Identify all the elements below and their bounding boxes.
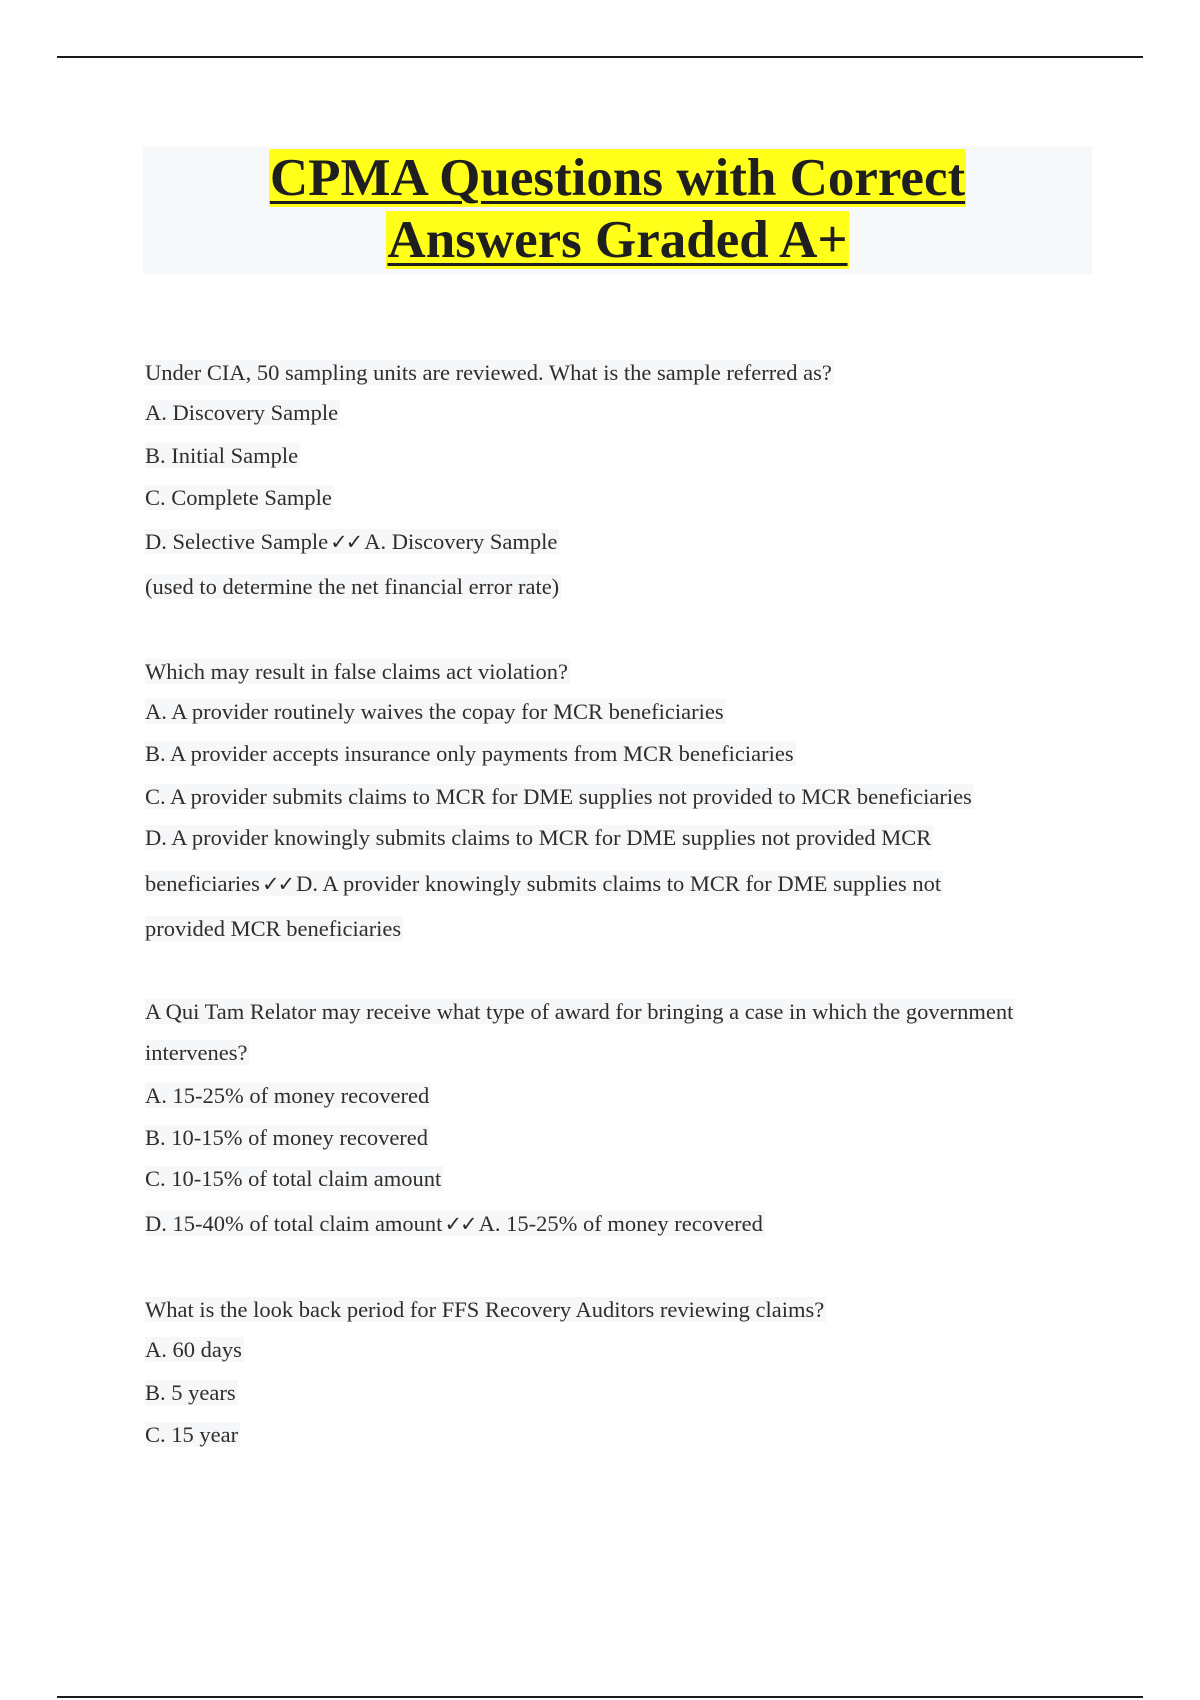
title-line-2: Answers Graded A+ (387, 211, 848, 269)
check-icon: ✓✓ (261, 872, 294, 896)
question-3-option-d-answer: D. 15-40% of total claim amount✓✓ A. 15-25% of money recovered (145, 1211, 763, 1236)
question-1-note: (used to determine the net financial error rate) (145, 574, 560, 599)
question-1-option-a: A. Discovery Sample (145, 400, 339, 425)
question-3-option-a: A. 15-25% of money recovered (145, 1083, 430, 1108)
question-2-text: Which may result in false claims act violation? (145, 659, 568, 684)
question-3-answer: A. 15-25% of money recovered (478, 1211, 763, 1236)
question-2-option-b: B. A provider accepts insurance only payments from MCR beneficiaries (145, 741, 794, 766)
question-1-option-d-answer: D. Selective Sample✓✓ A. Discovery Sample (145, 529, 558, 554)
question-3-option-b: B. 10-15% of money recovered (145, 1125, 429, 1150)
question-4-option-c: C. 15 year (145, 1422, 239, 1447)
question-4-text: What is the look back period for FFS Recovery Auditors reviewing claims? (145, 1297, 825, 1322)
document-title (143, 146, 1092, 274)
question-1-answer: A. Discovery Sample (364, 529, 558, 554)
question-2-option-a: A. A provider routinely waives the copay for MCR beneficiaries (145, 699, 724, 724)
question-2-option-d-answer: beneficiaries✓✓ D. A provider knowingly submits claims to MCR for DME supplies not (145, 871, 942, 896)
question-2-option-c: C. A provider submits claims to MCR for DME supplies not provided to MCR beneficiaries (145, 784, 972, 809)
question-3-text: A Qui Tam Relator may receive what type of award for bringing a case in which the government (145, 999, 1014, 1024)
question-2-answer-cont: provided MCR beneficiaries (145, 916, 402, 941)
title-line-1: CPMA Questions with Correct (269, 149, 966, 207)
top-divider (57, 56, 1143, 58)
question-3-option-c: C. 10-15% of total claim amount (145, 1166, 442, 1191)
question-2-option-d: D. A provider knowingly submits claims to MCR for DME supplies not provided MCR (145, 825, 932, 850)
question-1-option-b: B. Initial Sample (145, 443, 299, 468)
question-2-answer: D. A provider knowingly submits claims to MCR for DME supplies not (296, 871, 942, 896)
question-4-option-a: A. 60 days (145, 1337, 242, 1362)
question-1-text: Under CIA, 50 sampling units are reviewed. What is the sample referred as? (145, 360, 832, 385)
question-4-option-b: B. 5 years (145, 1380, 236, 1405)
question-1-option-c: C. Complete Sample (145, 485, 332, 510)
check-icon: ✓✓ (330, 530, 362, 554)
question-3-text-cont: intervenes? (145, 1040, 248, 1065)
check-icon: ✓✓ (444, 1212, 476, 1236)
bottom-divider (57, 1696, 1143, 1698)
